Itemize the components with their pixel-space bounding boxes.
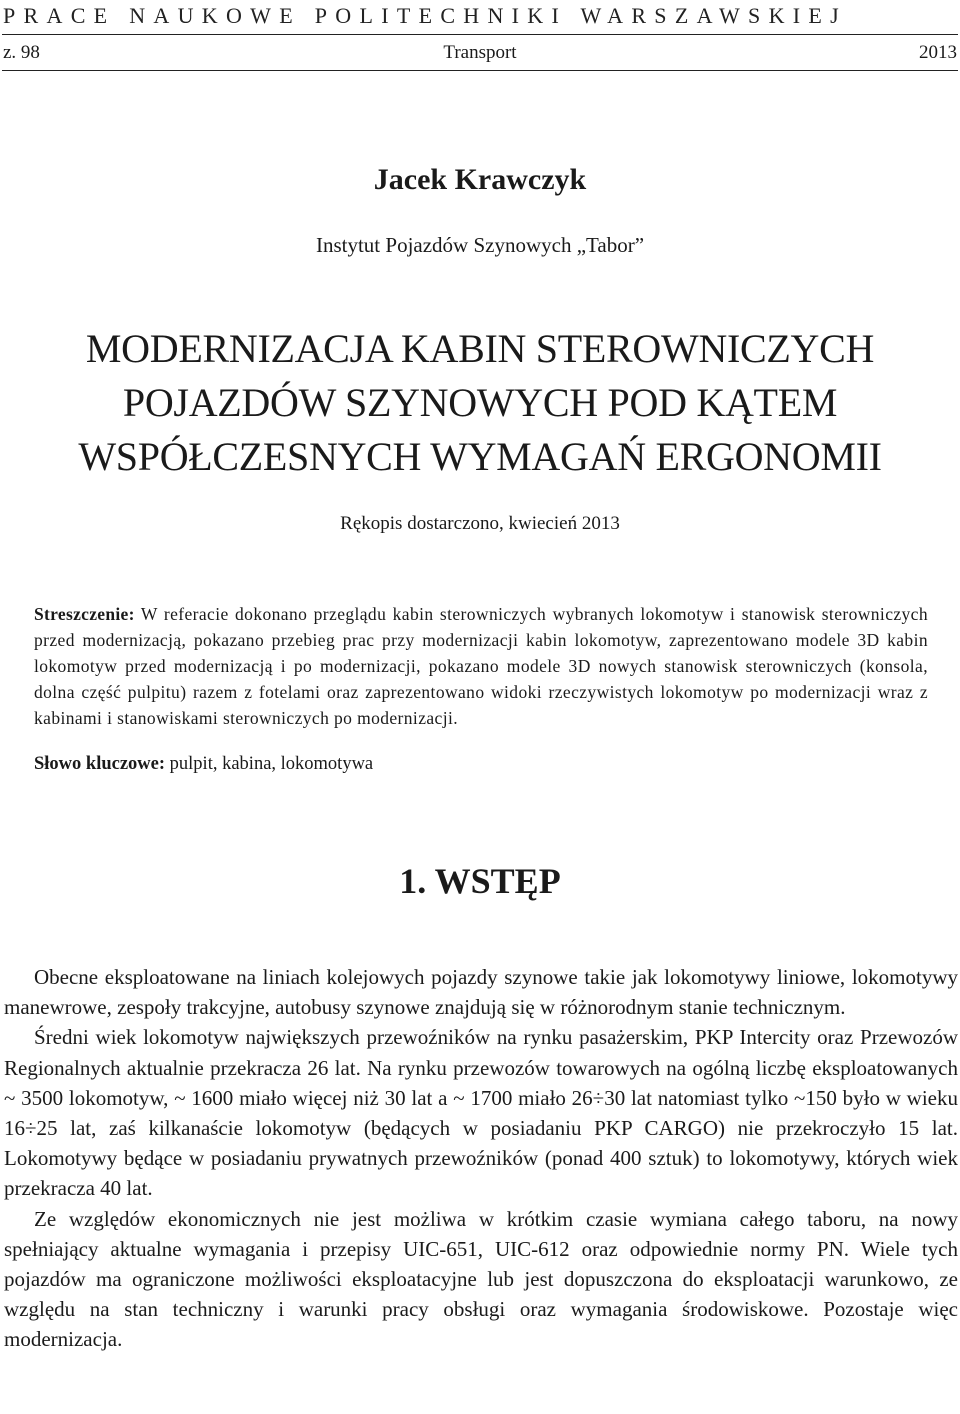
header-bottom-rule <box>2 70 958 71</box>
paragraph: Średni wiek lokomotyw największych przewoźników na rynku pasażerskim, PKP Intercity oraz Przewozów Regionalnych aktualnie przekracza 26 lat. Na rynku przewozów towarowych na ogólną liczbę eksploatowanych ~ 3500 lokomotyw, ~ 1600 miało więcej niż 30 lat a ~ 1700 miało 26÷30 lat natomiast tylko ~150 było w wieku 16÷25 lat, zaś kilkanaście lokomotyw (będących w posiadaniu PKP CARGO) nie przekroczyło 15 lat. Lokomotywy będące w posiadaniu prywatnych przewoźników (ponad 400 sztuk) to lokomotywy, których wiek przekracza 40 lat. <box>4 1025 958 1201</box>
body-text <box>4 962 958 1355</box>
keywords-label: Słowo kluczowe: <box>34 754 166 774</box>
abstract <box>34 601 928 731</box>
abstract-label: Streszczenie: <box>34 604 135 624</box>
author-affiliation: Instytut Pojazdów Szynowych „Tabor” <box>315 233 645 257</box>
issue-year: 2013 <box>919 42 957 63</box>
title-line: MODERNIZACJA KABIN STEROWNICZYCH <box>85 326 875 371</box>
series-name: Transport <box>443 42 517 63</box>
paragraph: Ze względów ekonomicznych nie jest możliwa w krótkim czasie wymiana całego taboru, na nowy spełniający aktualne wymagania i przepisy UIC-651, UIC-612 oraz odpowiednie normy PN. Wiele tych pojazdów ma ograniczone możliwości eksploatacyjne lub jest dopuszczona do eksploatacji warunkowo, ze względu na stan techniczny i warunki pracy obsługi oraz wymagania środowiskowe. Pozostaje więc modernizacja. <box>4 1206 958 1352</box>
section-heading: 1. WSTĘP <box>399 861 561 901</box>
keywords-text: pulpit, kabina, lokomotywa <box>169 754 374 774</box>
received-date: Rękopis dostarczono, kwiecień 2013 <box>340 513 620 534</box>
abstract-text: W referacie dokonano przeglądu kabin sterowniczych wybranych lokomotyw i stanowisk sterowniczych przed modernizacją, pokazano przebieg prac przy modernizacji kabin lokomotyw, zaprezentowano modele 3D kabin lokomotyw przed modernizacją i po modernizacji, pokazano modele 3D nowych stanowisk sterowniczych (konsola, dolna część pulpitu) razem z fotelami oraz zaprezentowano widoki rzeczywistych lokomotyw po modernizacji wraz z kabinami i stanowiskami sterowniczych po modernizacji. <box>34 604 928 728</box>
keywords <box>34 751 928 777</box>
journal-name: PRACE NAUKOWE POLITECHNIKI WARSZAWSKIEJ <box>3 3 848 28</box>
paragraph: Obecne eksploatowane na liniach kolejowych pojazdy szynowe takie jak lokomotywy liniowe, lokomotywy manewrowe, zespoły trakcyjne, autobusy szynowe znajdują się w różnorodnym stanie technicznym. <box>4 965 958 1020</box>
issue-number: z. 98 <box>3 42 40 63</box>
title-line: POJAZDÓW SZYNOWYCH POD KĄTEM <box>122 380 838 425</box>
issue-row <box>3 42 957 66</box>
paper-title <box>0 322 960 484</box>
header-top-rule <box>2 34 958 35</box>
author-name: Jacek Krawczyk <box>373 163 587 196</box>
title-line: WSPÓŁCZESNYCH WYMAGAŃ ERGONOMII <box>78 434 882 479</box>
